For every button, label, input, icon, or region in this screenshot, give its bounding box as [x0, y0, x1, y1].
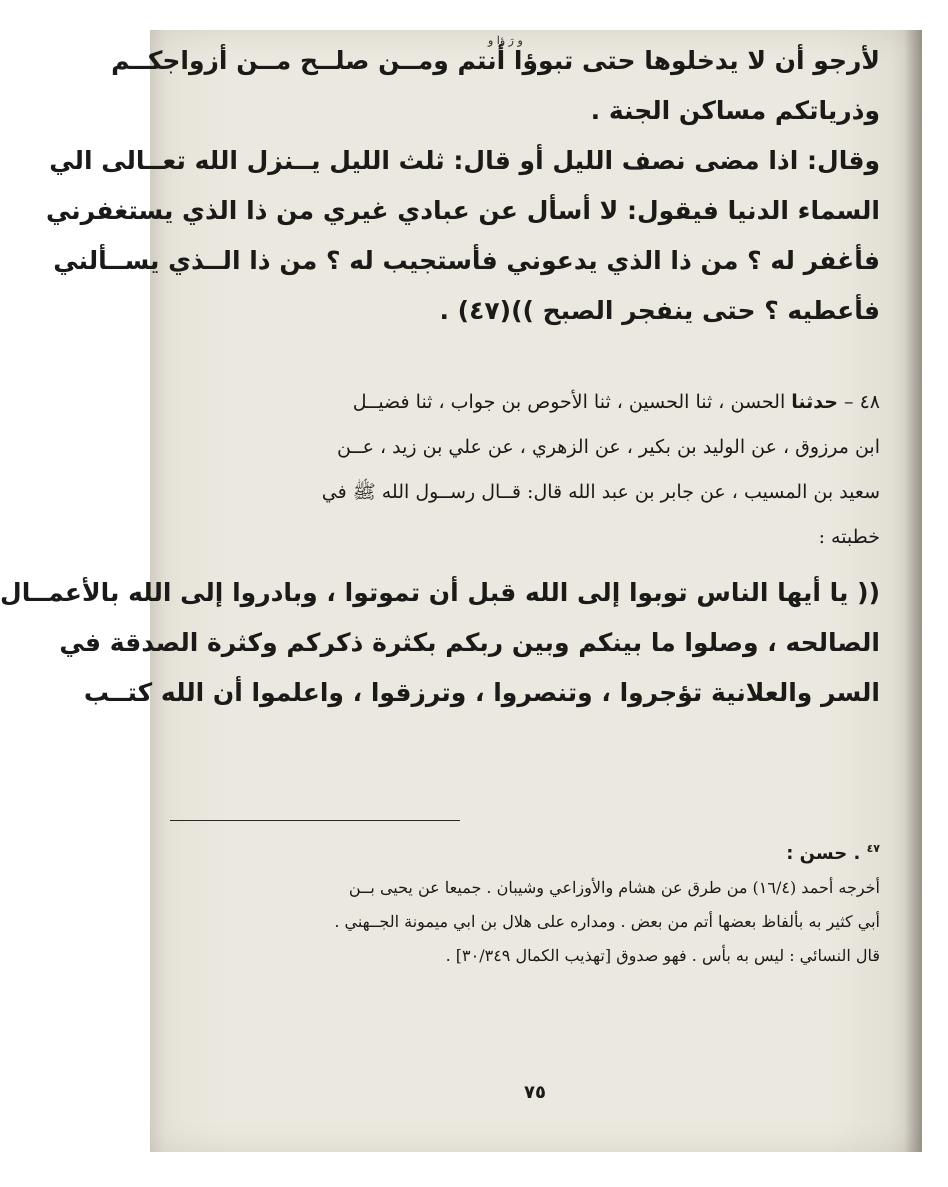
footnote-grade: . حسن :	[786, 843, 861, 864]
matn-line: السر والعلانية تؤجروا ، وتنصروا ، وترزقوا ، واعلموا أن الله كتــب	[83, 678, 880, 707]
isnad-first-line	[170, 380, 880, 425]
hadith-48	[0, 380, 880, 718]
hadith-matn	[0, 568, 880, 718]
page-binding-shadow	[904, 30, 922, 1152]
hadith-number: ٤٨ –	[844, 391, 880, 413]
text-line: لأرجو أن لا يدخلوها حتى تبوؤا أنتم ومــن صلــح مــن أزواجكــم	[111, 46, 880, 75]
page-number: ٧٥	[524, 1082, 546, 1103]
text-line: وذرياتكم مساكن الجنة .	[590, 96, 880, 125]
text-line: فأغفر له ؟ من ذا الذي يدعوني فأستجيب له ؟ من ذا الــذي يســألني	[53, 246, 880, 275]
isnad-line: سعيد بن المسيب ، عن جابر بن عبد الله قال: قــال رســول الله ﷺ في	[321, 481, 880, 503]
isnad-text: الحسن ، ثنا الحسين ، ثنا الأحوص بن جواب ، ثنا فضيــل	[352, 391, 786, 413]
top-diacritic-marks: و رَ ؤا و	[488, 34, 523, 47]
top-paragraph	[45, 36, 880, 336]
isnad-line: خطبته :	[818, 526, 880, 548]
text-line: وقال: اذا مضى نصف الليل أو قال: ثلث الليل يــنزل الله تعــالى الي	[49, 146, 880, 175]
page-body	[0, 34, 880, 718]
hadith-keyword: حدثنا	[791, 391, 838, 413]
footnotes	[170, 832, 880, 973]
text-line: فأعطيه ؟ حتى ينفجر الصبح ))(٤٧) .	[439, 296, 880, 325]
footnote-line: قال النسائي : ليس به بأس . فهو صدوق [تهذيب الكمال ٣٠/٣٤٩] .	[445, 946, 880, 965]
footnote-heading	[170, 832, 880, 871]
footnote-separator	[170, 820, 460, 821]
footnote-number: ٤٧	[866, 842, 880, 855]
footnote-line: أخرجه أحمد (١٦/٤) من طرق عن هشام والأوزاعي وشيبان . جميعا عن يحيى بــن	[348, 878, 880, 897]
isnad-line: ابن مرزوق ، عن الوليد بن بكير ، عن الزهري ، عن علي بن زيد ، عــن	[337, 436, 880, 458]
matn-line: الصالحه ، وصلوا ما بينكم وبين ربكم بكثرة ذكركم وكثرة الصدقة في	[59, 628, 880, 657]
matn-line: (( يا أيها الناس توبوا إلى الله قبل أن تموتوا ، وبادروا إلى الله بالأعمــال	[0, 578, 880, 607]
footnote-line: أبي كثير به بألفاظ بعضها أتم من بعض . ومداره على هلال بن ابي ميمونة الجــهني .	[334, 912, 880, 931]
text-line: السماء الدنيا فيقول: لا أسأل عن عبادي غيري من ذا الذي يستغفرني	[45, 196, 880, 225]
